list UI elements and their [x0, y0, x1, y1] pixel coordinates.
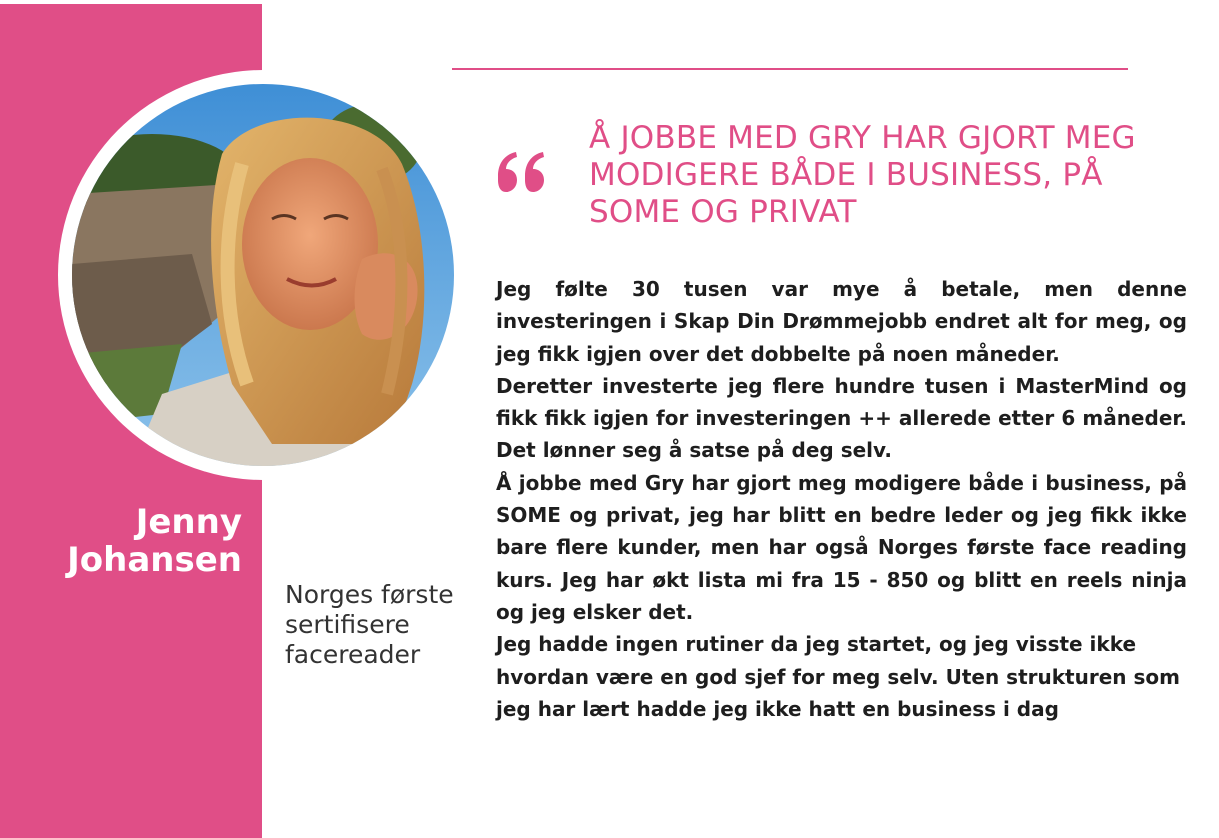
testimonial-paragraph: Å jobbe med Gry har gjort meg modigere både i business, på SOME og privat, jeg har blitt en bedre leder og jeg fikk ikke bare flere kunder, men har også Norges første face reading kurs. Jeg har økt lista mi fra 15 - 850 og blitt en reels ninja og jeg elsker det.	[496, 470, 1187, 624]
divider	[452, 68, 1128, 70]
person-last-name: Johansen	[67, 540, 242, 580]
person-first-name: Jenny	[135, 502, 242, 542]
testimonial-paragraph: Jeg følte 30 tusen var mye å betale, men denne investeringen i Skap Din Drømmejobb endret alt for meg, og jeg fikk igjen over det dobbelte på noen måneder.	[496, 277, 1187, 366]
person-title: Norges første sertifisere facereader	[285, 580, 454, 669]
testimonial-paragraph: Jeg hadde ingen rutiner da jeg startet, og jeg visste ikke hvordan være en god sjef for meg selv. Uten strukturen som jeg har lært hadde jeg ikke hatt en business i dag	[496, 632, 1180, 721]
quote-mark-icon	[494, 150, 550, 194]
person-name	[20, 503, 242, 579]
quote-headline: Å JOBBE MED GRY HAR GJORT MEG MODIGERE BÅDE I BUSINESS, PÅ SOME OG PRIVAT	[589, 120, 1136, 230]
testimonial-body	[496, 273, 1187, 725]
portrait-photo	[72, 84, 454, 466]
testimonial-paragraph: Deretter investerte jeg flere hundre tusen i MasterMind og fikk fikk igjen for investeringen ++ allerede etter 6 måneder. Det lønner seg å satse på deg selv.	[496, 373, 1187, 463]
